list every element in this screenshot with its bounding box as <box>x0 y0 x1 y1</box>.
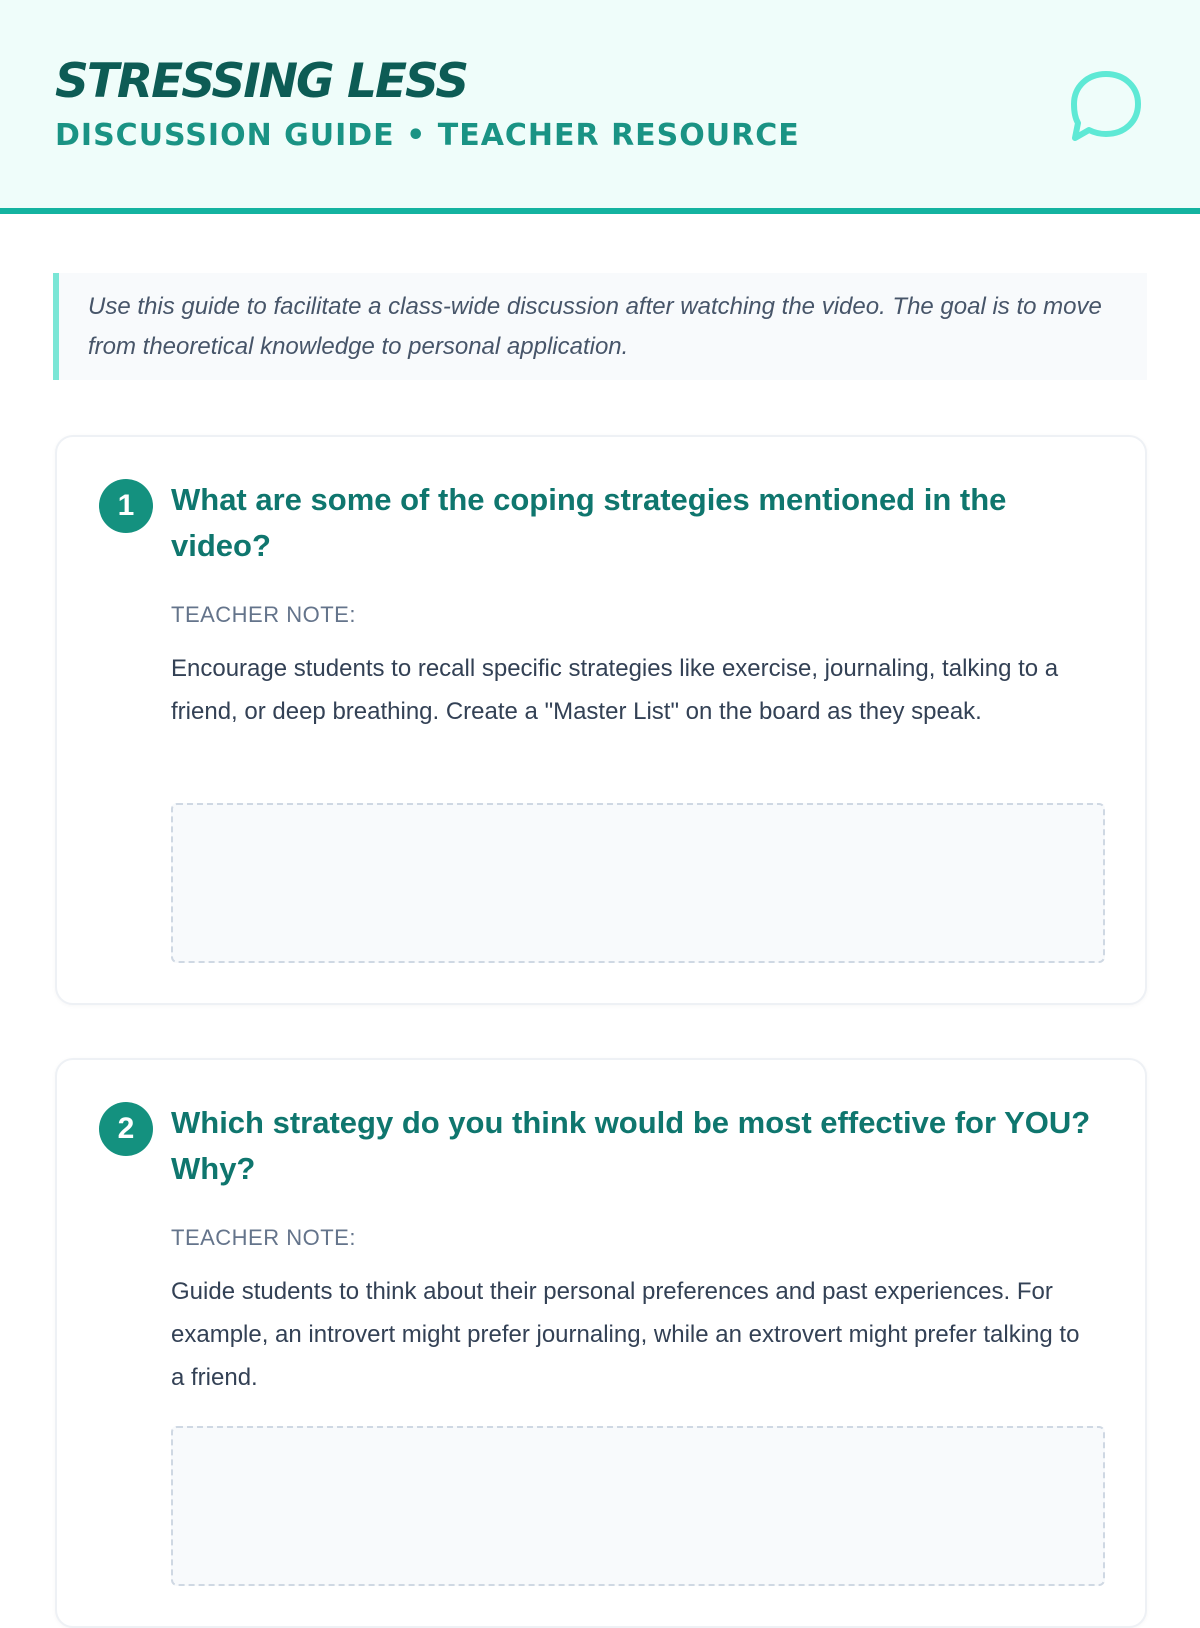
page-subtitle: DISCUSSION GUIDE • TEACHER RESOURCE <box>55 118 800 153</box>
question-number-badge: 2 <box>99 1102 153 1156</box>
question-text: What are some of the coping strategies mentioned in the video? <box>171 482 1007 563</box>
teacher-note-text: Guide students to think about their personal preferences and past experiences. For example, an introvert might prefer journaling, while an extrovert might prefer talking to a friend. <box>171 1278 1080 1391</box>
question-card <box>55 435 1147 1005</box>
page-header <box>0 0 1200 214</box>
intro-callout: Use this guide to facilitate a class-wide discussion after watching the video. The goal is to move from theoretical knowledge to personal application. <box>53 273 1147 380</box>
chat-bubble-icon <box>1066 68 1146 148</box>
answer-area[interactable] <box>171 1426 1105 1586</box>
page-title: STRESSING LESS <box>55 54 468 109</box>
teacher-note-text: Encourage students to recall specific strategies like exercise, journaling, talking to a friend, or deep breathing. Create a "Master List" on the board as they speak. <box>171 655 1059 725</box>
question-number-badge: 1 <box>99 479 153 533</box>
answer-area[interactable] <box>171 803 1105 963</box>
teacher-note-label: TEACHER NOTE: <box>171 602 356 627</box>
question-card <box>55 1058 1147 1628</box>
teacher-note-label: TEACHER NOTE: <box>171 1225 356 1250</box>
question-text: Which strategy do you think would be most effective for YOU? Why? <box>171 1105 1091 1186</box>
